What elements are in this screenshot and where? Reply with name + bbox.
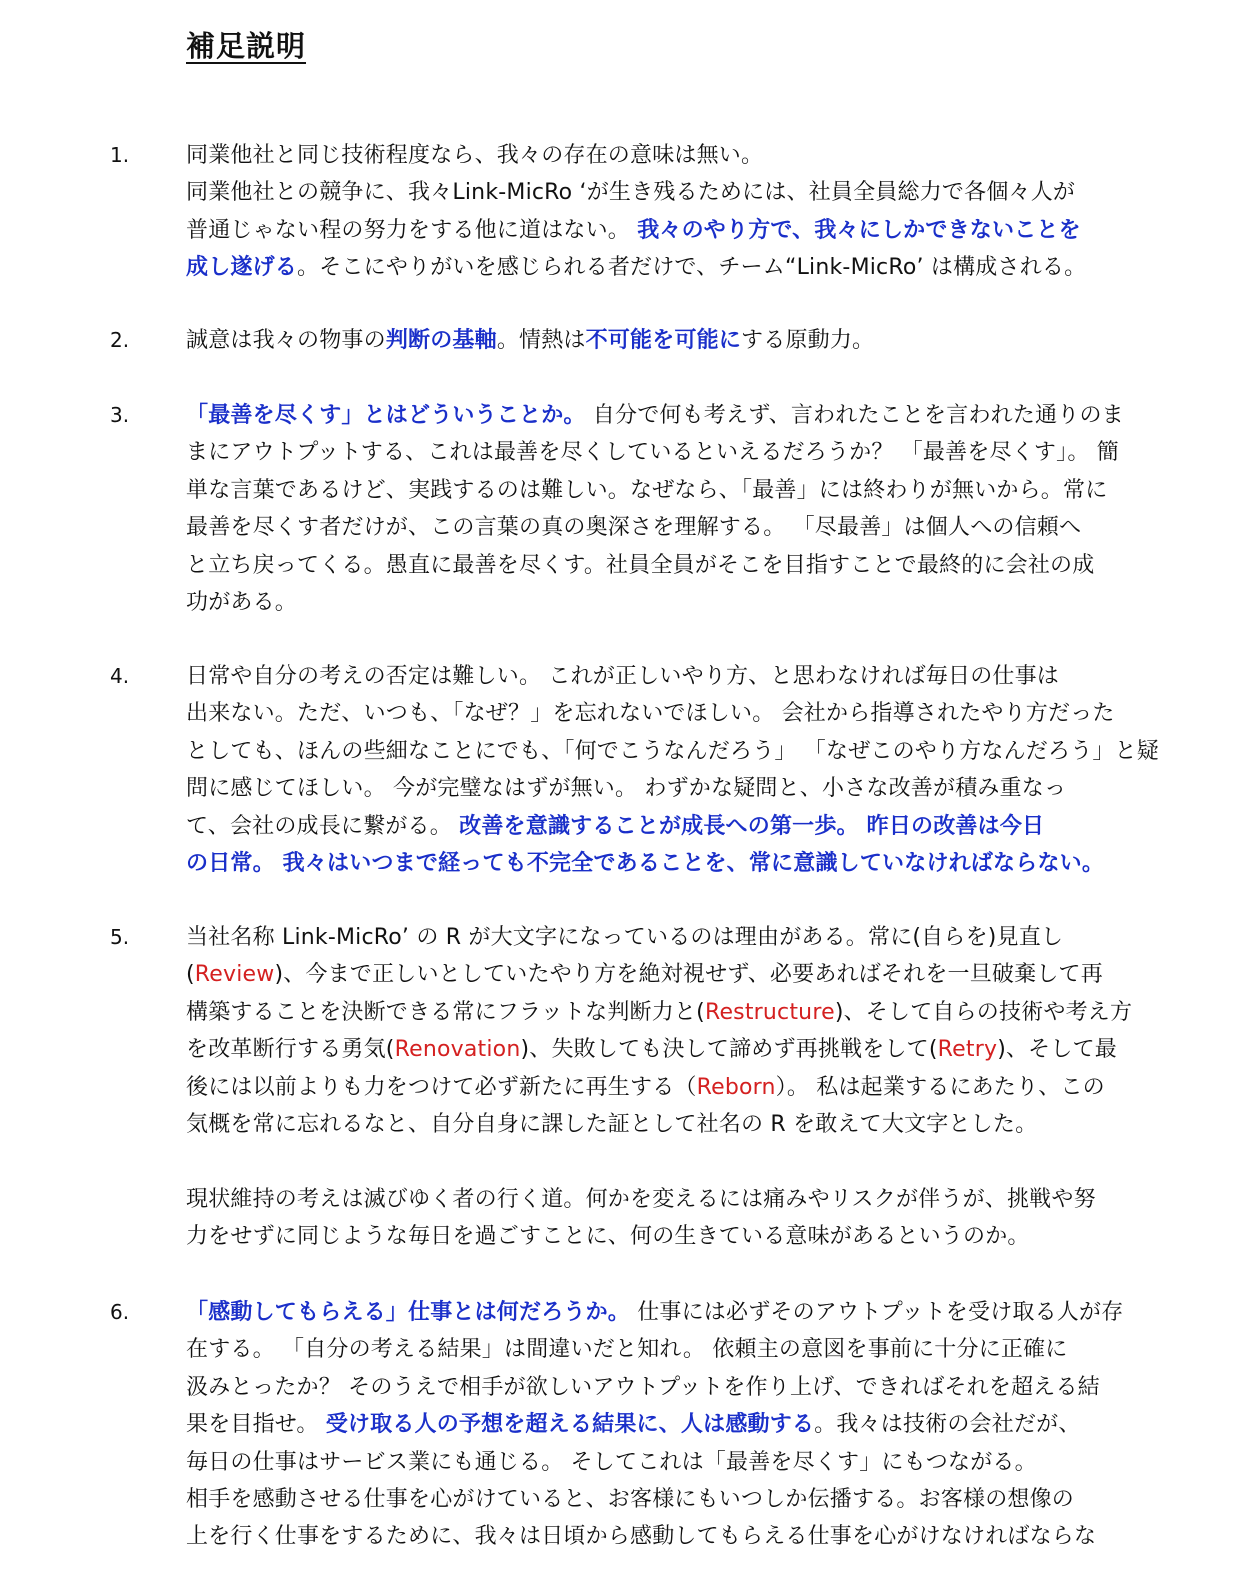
item-number: 2. [110,328,130,352]
text-segment: 汲みとったか？ そのうえで相手が欲しいアウトプットを作り上げ、できればそれを超える結 [186,1374,1100,1400]
text-segment: 後には以前よりも力をつけて必ず新たに再生する（ [186,1074,697,1100]
text-segment: 功がある。 [186,590,298,616]
text-segment: 単な言葉であるけど、実践するのは難しい。なぜなら、「最善」には終わりが無いから。常に [186,477,1108,503]
emphasis-text: 不可能を可能に [585,328,742,353]
text-segment: まにアウトプットする、これは最善を尽くしているといえるだろうか？ 「最善を尽くす」。 簡 [186,440,1119,466]
item-body [186,1294,1136,1556]
text-line [186,584,1136,621]
text-line [186,1031,1136,1068]
item-body [186,658,1159,882]
text-line [186,1406,1136,1443]
text-line [186,658,1136,695]
text-segment: 上を行く仕事をするために、我々は日頃から感動してもらえる仕事を心がけなければならな [186,1524,1097,1550]
text-segment: としても、ほんの些細なことにでも、「何でこうなんだろう」 「なぜこのやり方なんだろう」と疑 [186,738,1159,764]
page-title: 補足説明 [186,29,307,63]
text-line [186,1181,1136,1218]
emphasis-text: 判断の基軸 [385,328,497,353]
text-line [186,137,1136,174]
text-line [186,808,1136,845]
text-segment: 当社名称 Link-MicRo’ の R が大文字になっているのは理由がある。常に(自らを)見直し [186,925,1064,950]
text-line [186,212,1136,249]
keyword-text: Reborn [696,1074,776,1100]
text-segment: )、そして最 [997,1037,1117,1063]
text-segment: 普通じゃない程の努力をする他に道はない。 [186,217,638,243]
text-segment: ）。 私は起業するにあたり、この [775,1074,1105,1100]
item-number: 4. [110,664,130,688]
text-segment: 在する。 「自分の考える結果」は間違いだと知れ。 依頼主の意図を事前に十分に正確に [186,1337,1068,1363]
text-line [186,1444,1136,1481]
text-line [186,472,1136,509]
emphasis-text: 「最善を尽くす」とはどういうことか。 [186,403,586,428]
text-segment: ( [186,962,195,988]
text-segment: 相手を感動させる仕事を心がけていると、お客様にもいつしか伝播する。お客様の想像の [186,1487,1075,1513]
text-segment: 現状維持の考えは滅びゆく者の行く道。何かを変えるには痛みやリスクが伴うが、挑戦や努 [186,1186,1096,1212]
text-segment: を改革断行する勇気( [186,1037,395,1063]
keyword-text: Restructure [704,999,835,1025]
text-segment: 毎日の仕事はサービス業にも通じる。 そしてこれは「最善を尽くす」にもつながる。 [186,1449,1037,1475]
item-number: 1. [110,143,130,167]
text-line [186,174,1136,211]
text-segment: と立ち戻ってくる。愚直に最善を尽くす。社員全員がそこを目指すことで最終的に会社の成 [186,552,1095,578]
text-segment: する原動力。 [741,328,875,353]
text-segment: 同業他社との競争に、我々Link-MicRo ‘が生き残るためには、社員全員総力で各個々人が [186,180,1076,206]
text-line [186,695,1136,732]
item-number: 3. [110,403,130,427]
text-segment: 。情熱は [496,328,586,353]
text-segment: 同業他社と同じ技術程度なら、我々の存在の意味は無い。 [186,143,764,168]
item-body [186,137,1136,287]
text-segment: て、会社の成長に繋がる。 [186,813,460,839]
text-line [186,547,1136,584]
emphasis-text: の日常。 我々はいつまで経っても不完全であることを、常に意識していなければならない。 [186,851,1105,877]
text-line [186,733,1159,770]
text-segment: 。我々は技術の会社だが、 [814,1412,1081,1438]
text-segment: 仕事には必ずそのアウトプットを受け取る人が存 [630,1300,1124,1325]
text-segment: )、失敗しても決して諦めず再挑戦をして( [520,1037,938,1063]
text-line [186,509,1136,546]
text-line [186,1369,1136,1406]
item-body [186,322,1136,359]
text-segment: 問に感じてほしい。 今が完璧なはずが無い。 わずかな疑問と、小さな改善が積み重なっ [186,776,1067,802]
text-line [186,1106,1136,1143]
text-line [186,845,1136,882]
text-segment [186,1149,193,1174]
item-number: 5. [110,925,130,949]
keyword-text: Review [194,962,275,988]
text-line [186,249,1136,286]
text-line [186,322,1136,359]
emphasis-text: 受け取る人の予想を超える結果に、人は感動する [325,1412,815,1438]
text-line [186,919,1136,956]
keyword-text: Renovation [394,1037,521,1063]
item-number: 6. [110,1300,130,1324]
text-line [186,397,1136,434]
text-segment: 。そこにやりがいを感じられる者だけで、チーム“Link-MicRo’ は構成される。 [297,255,1087,281]
emphasis-text: 改善を意識することが成長への第一歩。 昨日の改善は今日 [459,813,1045,839]
text-line [186,1294,1136,1331]
text-segment: )、そして自らの技術や考え方 [834,999,1133,1025]
text-line [186,1218,1136,1255]
text-segment: 最善を尽くす者だけが、この言葉の真の奥深さを理解する。 「尽最善」は個人への信頼へ [186,515,1082,541]
text-line [186,1518,1136,1555]
text-line [186,1331,1136,1368]
text-segment: 自分で何も考えず、言われたことを言われた通りのま [585,403,1124,428]
text-line [186,1481,1136,1518]
text-segment: )、今まで正しいとしていたやり方を絶対視せず、必要あればそれを一旦破棄して再 [274,962,1103,988]
text-segment: 果を目指せ。 [186,1412,326,1438]
text-segment: 気概を常に忘れるなと、自分自身に課した証として社名の R を敢えて大文字とした。 [186,1112,1038,1138]
text-segment: 日常や自分の考えの否定は難しい。 これが正しいやり方、と思わなければ毎日の仕事は [186,664,1059,689]
text-line [186,1143,1136,1180]
text-line [186,770,1136,807]
emphasis-text: 我々のやり方で、我々にしかできないことを [637,217,1081,243]
text-line [186,994,1136,1031]
item-body [186,919,1136,1256]
emphasis-text: 「感動してもらえる」仕事とは何だろうか。 [186,1300,631,1325]
text-line [186,956,1136,993]
text-segment: 出来ない。ただ、いつも、「なぜ？」を忘れないでほしい。 会社から指導されたやり方だった [186,701,1115,727]
text-segment: 力をせずに同じような毎日を過ごすことに、何の生きている意味があるというのか。 [186,1224,1030,1250]
emphasis-text: 成し遂げる [186,255,298,281]
text-segment: 誠意は我々の物事の [186,328,386,353]
text-line [186,1069,1136,1106]
item-body [186,397,1136,621]
keyword-text: Retry [937,1037,998,1063]
text-line [186,434,1136,471]
text-segment: 構築することを決断できる常にフラットな判断力と( [186,999,705,1025]
